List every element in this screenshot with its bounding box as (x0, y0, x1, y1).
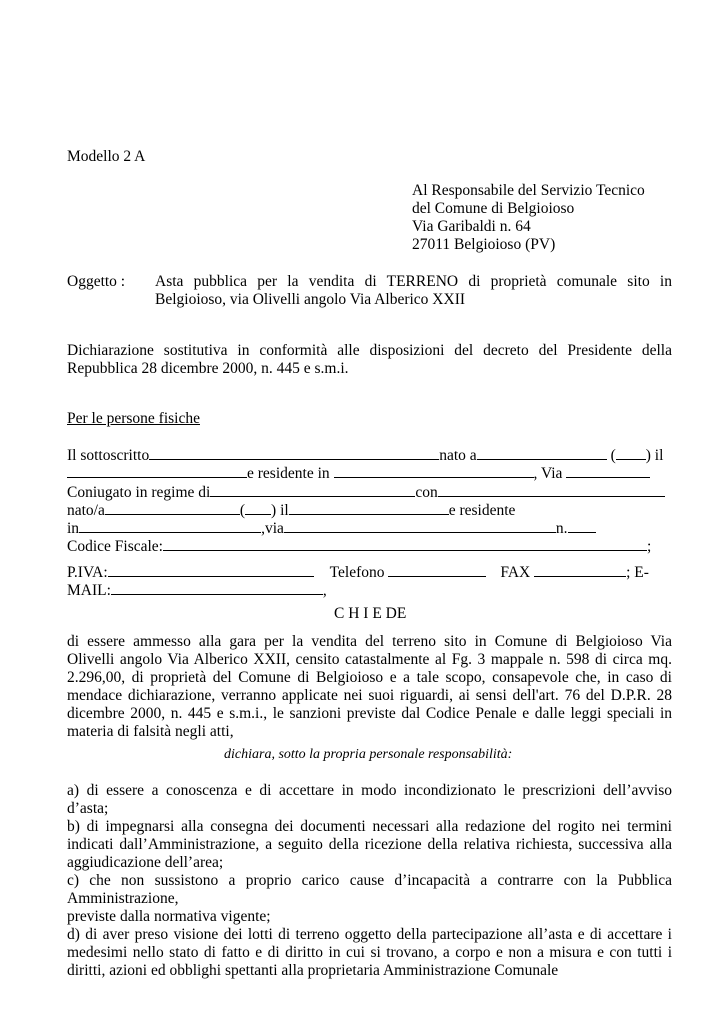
field-via-coniuge[interactable] (284, 518, 556, 533)
model-number: Modello 2 A (67, 148, 146, 165)
item-d-line-1: d) di aver preso visione dei lotti di terreno oggetto della partecipazione all’asta e di accettare i (67, 926, 672, 943)
field-data-nascita[interactable] (67, 463, 247, 478)
body-line-3: 2.296,00, di proprietà del Comune di Belgioioso e a tale scopo, consapevole che, in caso di (67, 669, 672, 686)
form-row-7 (67, 562, 649, 582)
label-via-2: ,via (261, 520, 284, 537)
field-data-nascita-coniuge[interactable] (289, 500, 449, 515)
label-piva: P.IVA: (67, 564, 108, 581)
label-residente-in: e residente in (247, 465, 330, 482)
label-codice-fiscale: Codice Fiscale: (67, 538, 163, 555)
label-e-residente: e residente (448, 502, 516, 519)
subject-line-1: Asta pubblica per la vendita di TERRENO di proprietà comunale sito in (155, 273, 672, 290)
form-row-1 (67, 445, 663, 465)
field-comune-residenza[interactable] (334, 463, 534, 478)
label-sottoscritto: Il sottoscritto (67, 447, 150, 464)
field-via-residenza[interactable] (566, 463, 650, 478)
label-nato-a: nato a (439, 447, 477, 464)
label-mail-end: , (322, 582, 327, 599)
form-row-3 (67, 482, 665, 502)
field-civico[interactable] (568, 518, 596, 533)
form-row-2 (67, 463, 650, 483)
label-paren-open-2: ( (239, 502, 246, 519)
body-line-1: di essere ammesso alla gara per la vendita del terreno sito in Comune di Belgioioso Via (67, 633, 672, 650)
item-b-line-3: aggiudicazione dell’area; (67, 854, 224, 871)
declaration-line-2: Repubblica 28 dicembre 2000, n. 445 e s.m.i. (67, 360, 349, 377)
recipient-line-3: Via Garibaldi n. 64 (412, 218, 531, 235)
body-line-6: materia di falsità negli atti, (67, 723, 234, 740)
item-a-line-1: a) di essere a conoscenza e di accettare in modo incondizionato le prescrizioni dell’avviso (67, 782, 672, 799)
field-provincia-coniuge[interactable] (245, 500, 271, 515)
label-con: con (415, 484, 438, 501)
subject-line-2: Belgioioso, via Olivelli angolo Via Alberico XXII (155, 291, 466, 308)
recipient-line-2: del Comune di Belgioioso (412, 200, 575, 217)
item-b-line-1: b) di impegnarsi alla consegna dei documenti necessari alla redazione del rogito nei termini (67, 818, 672, 835)
field-email[interactable] (111, 580, 323, 595)
item-a-line-2: d’asta; (67, 800, 109, 817)
body-line-4: mendace dichiarazione, verranno applicate nei suoi riguardi, ai sensi dell'art. 76 del D.P.R. 28 (67, 687, 672, 704)
chiede-heading: C H I E DE (334, 605, 407, 622)
item-d-line-2: medesimi nello stato di fatto e di diritto in cui si trovano, a corpo e non a misura e con tutti i (67, 944, 672, 961)
field-telefono[interactable] (388, 562, 486, 577)
dichiara-line: dichiara, sotto la propria personale responsabilità: (224, 747, 513, 762)
form-row-4 (67, 500, 515, 520)
label-il: ) il (645, 447, 664, 464)
recipient-line-4: 27011 Belgioioso (PV) (412, 236, 556, 253)
item-b-line-2: indicati dall’Amministrazione, a seguito della ricezione della relativa richiesta, successiva alla (67, 836, 672, 853)
label-n: n. (555, 520, 568, 537)
field-piva[interactable] (108, 562, 314, 577)
field-coniuge[interactable] (438, 482, 665, 497)
label-il-2: ) il (271, 502, 289, 519)
label-semicolon: ; (647, 538, 652, 555)
form-row-5 (67, 518, 596, 538)
label-in: in (67, 520, 80, 537)
form-row-6 (67, 536, 651, 556)
item-c-line-2: Amministrazione, (67, 890, 179, 907)
field-codice-fiscale[interactable] (163, 536, 647, 551)
subject-label: Oggetto : (67, 273, 126, 290)
label-e-dash: ; E- (626, 564, 649, 581)
label-telefono: Telefono (329, 564, 385, 581)
field-comune-coniuge[interactable] (79, 518, 261, 533)
body-line-5: dicembre 2000, n. 445 e s.m.i., le sanzioni previste dal Codice Penale e dalle leggi speciali in (67, 705, 672, 722)
label-fax: FAX (500, 564, 531, 581)
item-c-line-3: previste dalla normativa vigente; (67, 908, 271, 925)
form-row-8 (67, 580, 327, 600)
label-via: , Via (533, 465, 563, 482)
item-d-line-3: diritti, azioni ed obblighi spettanti alla proprietaria Amministrazione Comunale (67, 962, 559, 979)
label-mail: MAIL: (67, 582, 111, 599)
item-c-line-1: c) che non sussistono a proprio carico cause d’incapacità a contrarre con la Pubblica (67, 872, 672, 889)
section-heading: Per le persone fisiche (67, 410, 200, 427)
label-coniugato: Coniugato in regime di (67, 484, 211, 501)
field-luogo-nascita[interactable] (477, 445, 607, 460)
field-nome[interactable] (149, 445, 439, 460)
field-provincia[interactable] (616, 445, 646, 460)
recipient-line-1: Al Responsabile del Servizio Tecnico (412, 182, 645, 199)
body-line-2: Olivelli angolo Via Alberico XXII, censito catastalmente al Fg. 3 mappale n. 598 di circa mq. (67, 651, 672, 668)
label-nato-a-2: nato/a (67, 502, 105, 519)
declaration-line-1: Dichiarazione sostitutiva in conformità alle disposizioni del decreto del Presidente della (67, 342, 672, 359)
field-luogo-nascita-coniuge[interactable] (105, 500, 240, 515)
field-regime[interactable] (210, 482, 415, 497)
label-paren-open: ( (610, 447, 616, 464)
field-fax[interactable] (534, 562, 626, 577)
